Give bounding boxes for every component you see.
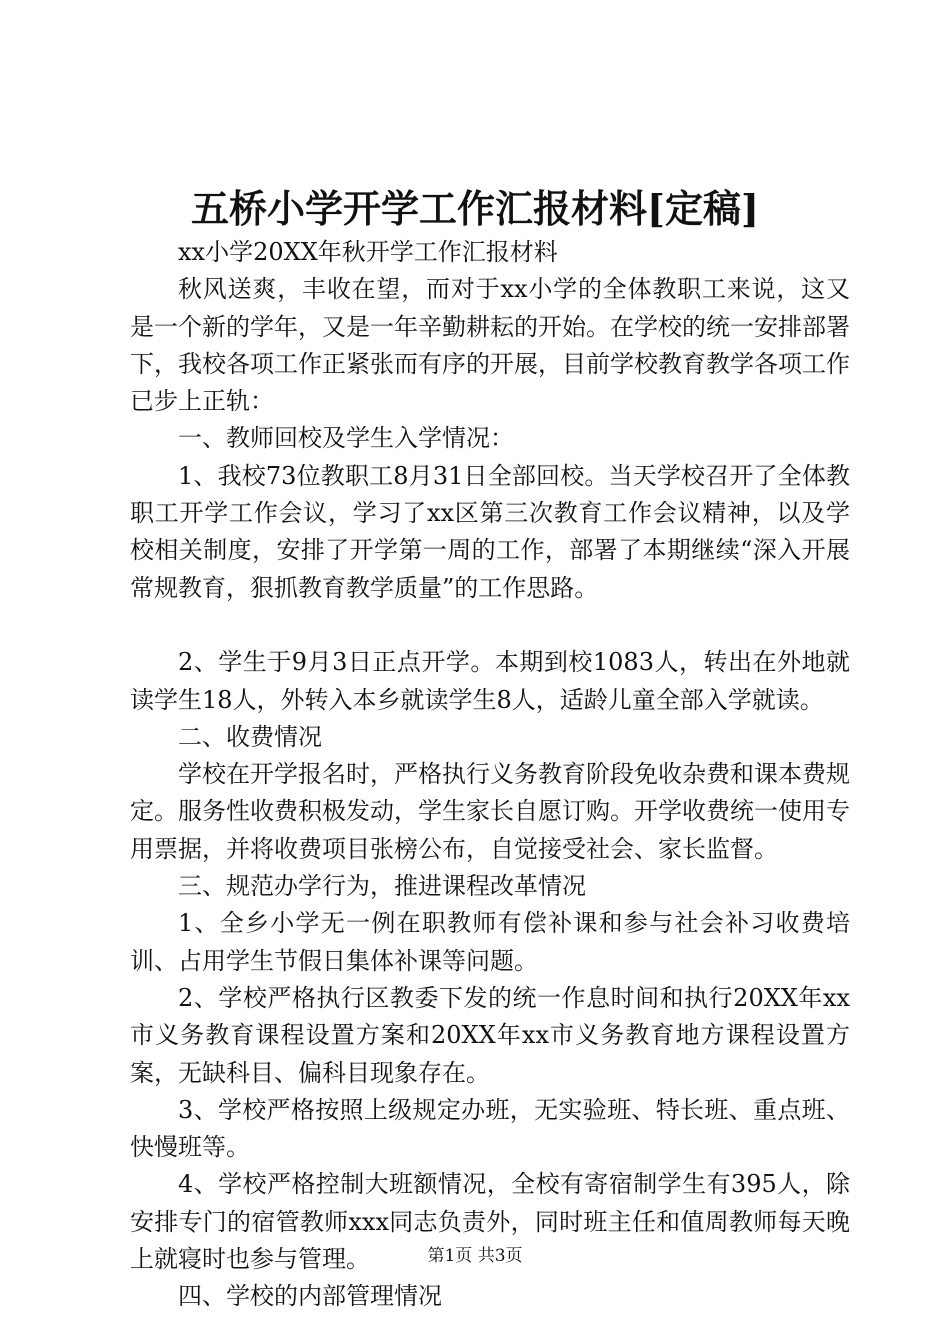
paragraph-item-4: 4、学校严格控制大班额情况，全校有寄宿制学生有395人，除安排专门的宿管教师xxx同志负责外，同时班主任和值周教师每天晚上就寝时也参与管理。 [130,1170,850,1274]
document-title: 五桥小学开学工作汇报材料[定稿] [191,186,759,231]
section-heading-4: 四、学校的内部管理情况 [178,1282,442,1311]
paragraph-item-3: 3、学校严格按照上级规定办班，无实验班、特长班、重点班、快慢班等。 [130,1095,850,1162]
paragraph-item-1: 1、全乡小学无一例在职教师有偿补课和参与社会补习收费培训、占用学生节假日集体补课等问题。 [130,909,850,975]
section-heading-3: 三、规范办学行为，推进课程改革情况 [178,872,586,901]
paragraph-item-2: 2、学校严格执行区教委下发的统一作息时间和执行20XX年xx市义务教育课程设置方案和20XX年xx市义务教育地方课程设置方案，无缺科目、偏科目现象存在。 [130,983,850,1087]
paragraph-students-enrollment: 2、学生于9月3日正点开学。本期到校1083人，转出在外地就读学生18人，外转入本乡就读学生8人，适龄儿童全部入学就读。 [130,648,850,714]
paragraph-teachers-return: 1、我校73位教职工8月31日全部回校。当天学校召开了全体教职工开学工作会议，学习了xx区第三次教育工作会议精神，以及学校相关制度，安排了开学第一周的工作，部署了本期继续“深入开展常规教育，狠抓教育教学质量”的工作思路。 [130,461,850,602]
paragraph-fees: 学校在开学报名时，严格执行义务教育阶段免收杂费和课本费规定。服务性收费积极发动，学生家长自愿订购。开学收费统一使用专用票据，并将收费项目张榜公布，自觉接受社会、家长监督。 [130,760,850,863]
section-heading-2: 二、收费情况 [178,722,322,751]
document-body [130,234,850,1316]
section-heading-1: 一、教师回校及学生入学情况： [178,424,514,453]
paragraph-subtitle: xx小学20XX年秋开学工作汇报材料 [178,238,558,266]
paragraph-intro: 秋风送爽，丰收在望，而对于xx小学的全体教职工来说，这又是一个新的学年，又是一年辛勤耕耘的开始。在学校的统一安排部署下，我校各项工作正紧张而有序的开展，目前学校教育教学各项工作已步上正轨： [130,275,850,416]
page-number-footer: 第1页 共3页 [427,1246,523,1266]
